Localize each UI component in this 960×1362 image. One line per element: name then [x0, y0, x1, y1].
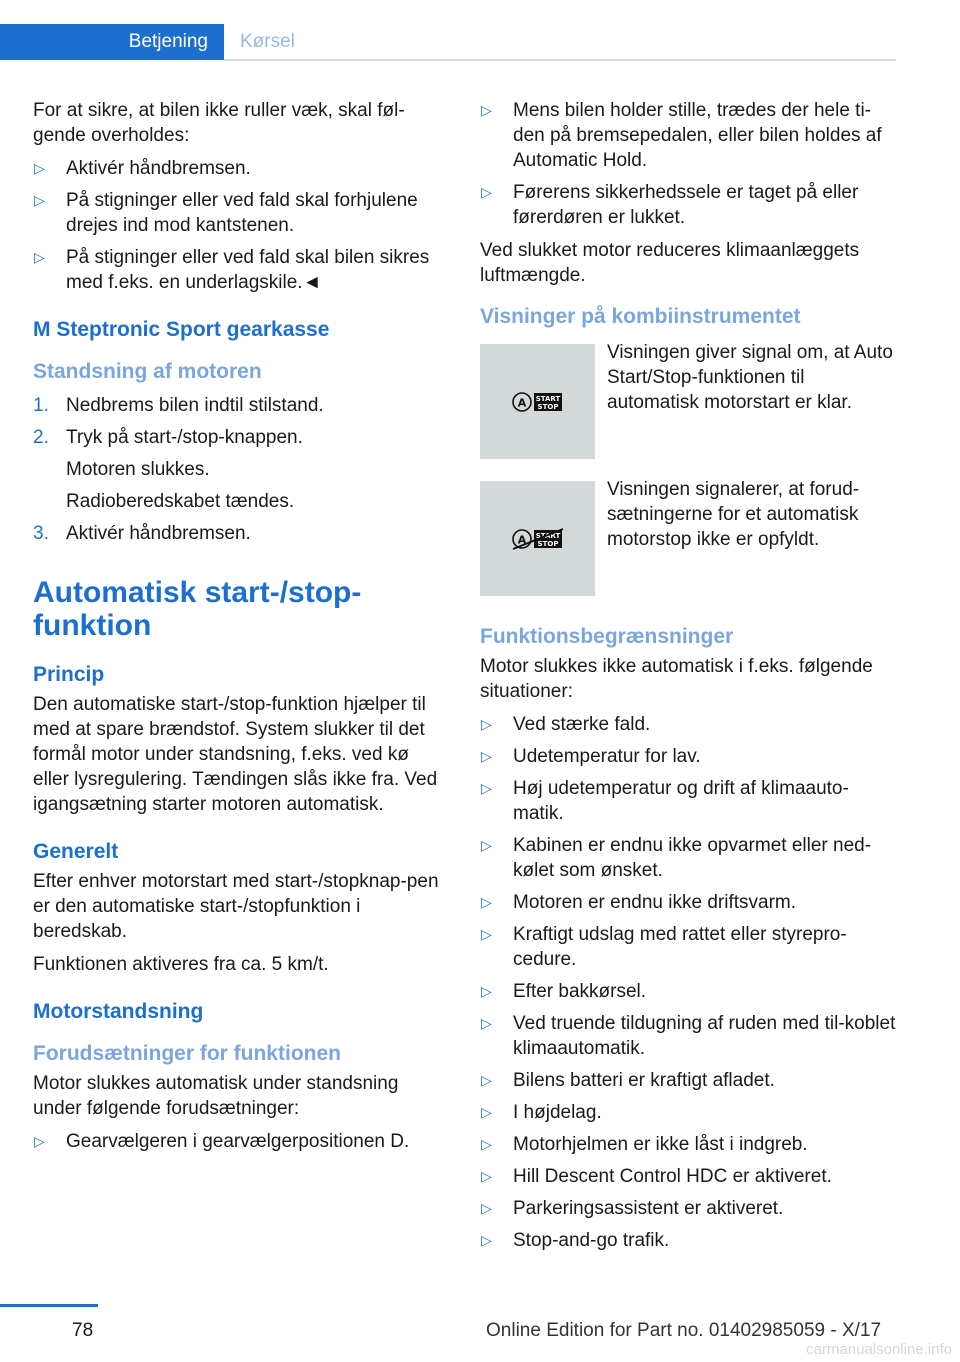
list-item [33, 156, 445, 181]
step-item [33, 521, 445, 546]
list-item [480, 712, 896, 737]
list-item [480, 776, 896, 826]
tab-korsel[interactable]: Kørsel [240, 31, 295, 52]
left-column [33, 98, 445, 1162]
steps-list [33, 393, 445, 546]
list-item-text: Udetemperatur for lav. [513, 746, 701, 767]
triangle-bullet-icon: ▷ [481, 1136, 492, 1152]
prereq-paragraph: Motor slukkes automatisk under standsning under følgende forudsætninger: [33, 1073, 399, 1119]
list-item [480, 979, 896, 1004]
step-text: Aktivér håndbremsen. [66, 523, 251, 544]
list-item-text: Stop-and-go trafik. [513, 1230, 670, 1251]
step-text: Tryk på start-/stop-knappen. [66, 427, 303, 448]
triangle-bullet-icon: ▷ [481, 926, 492, 942]
list-item-text: Gearvælgeren i gearvælgerpositionen D. [66, 1131, 410, 1152]
step-item [33, 425, 445, 514]
list-item [480, 1011, 896, 1061]
triangle-bullet-icon: ▷ [481, 716, 492, 732]
auto-start-stop-crossed-icon [512, 528, 564, 550]
principle-paragraph: Den automatiske start-/stop-funktion hjælper til med at spare brændstof. System slukker til det formål motor under standsning, f.eks. ved kø eller lysregulering. Tændingen slås ikke fra. Ved igangsætning starter motoren automatisk. [33, 694, 438, 815]
triangle-bullet-icon: ▷ [481, 780, 492, 796]
tab-divider [224, 59, 896, 61]
list-item-text: Aktivér håndbremsen. [66, 158, 251, 179]
triangle-bullet-icon: ▷ [34, 249, 45, 265]
tab-betjening[interactable]: Betjening [0, 24, 224, 60]
triangle-bullet-icon: ▷ [481, 894, 492, 910]
footer-rule [0, 1304, 98, 1307]
heading-auto-start-stop: Automatisk start-/stop-funktion [33, 576, 362, 642]
triangle-bullet-icon: ▷ [481, 1168, 492, 1184]
list-item [480, 1132, 896, 1157]
triangle-bullet-icon: ▷ [34, 160, 45, 176]
list-item [480, 922, 896, 972]
climate-paragraph: Ved slukket motor reduceres klimaanlæggets luftmængde. [480, 240, 860, 286]
triangle-bullet-icon: ▷ [481, 1104, 492, 1120]
list-item-text: På stigninger eller ved fald skal forhjulene drejes ind mod kantstenen. [66, 190, 418, 236]
list-item [33, 188, 445, 238]
list-item-text: Motoren er endnu ikke driftsvarm. [513, 892, 797, 913]
limitations-list [480, 712, 896, 1253]
list-item [480, 744, 896, 769]
heading-principle: Princip [33, 663, 105, 686]
list-item-text: Førerens sikkerhedssele er taget på eller førerdøren er lukket. [513, 182, 859, 228]
auto-start-stop-icon [512, 391, 564, 413]
list-item-text: Bilens batteri er kraftigt afladet. [513, 1070, 775, 1091]
list-item [480, 833, 896, 883]
triangle-bullet-icon: ▷ [481, 983, 492, 999]
general-paragraph-2: Funktionen aktiveres fra ca. 5 km/t. [33, 954, 329, 975]
list-item-text: Hill Descent Control HDC er aktiveret. [513, 1166, 832, 1187]
triangle-bullet-icon: ▷ [481, 1072, 492, 1088]
general-paragraph-1: Efter enhver motorstart med start-/stopknap-pen er den automatiske start-/stopfunktion i beredskab. [33, 871, 439, 942]
heading-motorstop: Motorstandsning [33, 1000, 204, 1023]
step-number: 1. [33, 395, 49, 416]
edition-note: Online Edition for Part no. 01402985059 - X/17 [486, 1320, 882, 1341]
list-item [480, 890, 896, 915]
svg-text:START: START [535, 531, 560, 540]
list-item-text: Ved stærke fald. [513, 714, 651, 735]
indicator-ready [480, 344, 896, 459]
step-text: Nedbrems bilen indtil stilstand. [66, 395, 324, 416]
list-item-text: I højdelag. [513, 1102, 602, 1123]
list-item [480, 180, 896, 230]
list-item-text: Kabinen er endnu ikke opvarmet eller ned-kølet som ønsket. [513, 835, 872, 881]
list-item [480, 1068, 896, 1093]
list-item-text: Mens bilen holder stille, trædes der hele ti-den på bremsepedalen, eller bilen holdes af Automatic Hold. [513, 100, 882, 171]
list-item [480, 1164, 896, 1189]
svg-text:START: START [535, 394, 560, 403]
list-item [480, 1228, 896, 1253]
list-item [480, 1100, 896, 1125]
indicator-ready-image [480, 344, 595, 459]
list-item-text: Ved truende tildugning af ruden med til-koblet klimaautomatik. [513, 1013, 896, 1059]
triangle-bullet-icon: ▷ [481, 837, 492, 853]
indicator-not-met-image [480, 481, 595, 596]
list-item [480, 1196, 896, 1221]
continued-prereq-list [480, 98, 896, 230]
list-item-text: Motorhjelmen er ikke låst i indgreb. [513, 1134, 808, 1155]
triangle-bullet-icon: ▷ [481, 102, 492, 118]
triangle-bullet-icon: ▷ [481, 184, 492, 200]
step-result: Motoren slukkes. [66, 459, 210, 480]
heading-displays: Visninger på kombiinstrumentet [480, 305, 801, 328]
step-item [33, 393, 445, 418]
triangle-bullet-icon: ▷ [481, 1232, 492, 1248]
heading-gearbox: M Steptronic Sport gearkasse [33, 318, 330, 341]
list-item [480, 98, 896, 173]
watermark: carmanualsonline.info [806, 1341, 952, 1358]
right-column [480, 98, 896, 1261]
triangle-bullet-icon: ▷ [34, 1133, 45, 1149]
triangle-bullet-icon: ▷ [481, 748, 492, 764]
limitations-paragraph: Motor slukkes ikke automatisk i f.eks. følgende situationer: [480, 656, 873, 702]
list-item-text: Parkeringsassistent er aktiveret. [513, 1198, 784, 1219]
heading-general: Generelt [33, 840, 119, 863]
heading-prerequisites: Forudsætninger for funktionen [33, 1042, 341, 1065]
svg-text:STOP: STOP [537, 402, 558, 411]
step-number: 3. [33, 523, 49, 544]
chapter-tabs [0, 24, 896, 62]
svg-text:STOP: STOP [537, 539, 558, 548]
triangle-bullet-icon: ▷ [481, 1015, 492, 1031]
list-item-text: Efter bakkørsel. [513, 981, 647, 1002]
triangle-bullet-icon: ▷ [34, 192, 45, 208]
indicator-not-met-text: Visningen signalerer, at forud-sætningerne for et automatisk motorstop ikke er opfyldt. [607, 479, 860, 550]
list-item-text: På stigninger eller ved fald skal bilen sikres med f.eks. en underlagskile.◄ [66, 247, 430, 293]
list-item-text: Kraftigt udslag med rattet eller styrepro-cedure. [513, 924, 847, 970]
heading-standstill: Standsning af motoren [33, 360, 262, 383]
list-item [33, 245, 445, 295]
list-item [33, 1129, 445, 1154]
prereq-list [33, 1129, 445, 1154]
indicator-ready-text: Visningen giver signal om, at Auto Start/Stop-funktionen til automatisk motorstart er klar. [607, 342, 893, 413]
indicator-not-met [480, 481, 896, 596]
intro-paragraph: For at sikre, at bilen ikke ruller væk, skal føl-gende overholdes: [33, 100, 405, 146]
step-number: 2. [33, 427, 49, 448]
step-result: Radioberedskabet tændes. [66, 491, 295, 512]
list-item-text: Høj udetemperatur og drift af klimaauto-matik. [513, 778, 849, 824]
svg-text:A: A [517, 396, 526, 409]
triangle-bullet-icon: ▷ [481, 1200, 492, 1216]
intro-list [33, 156, 445, 295]
svg-text:A: A [517, 533, 526, 546]
heading-limitations: Funktionsbegrænsninger [480, 625, 734, 648]
page-number: 78 [72, 1320, 94, 1341]
